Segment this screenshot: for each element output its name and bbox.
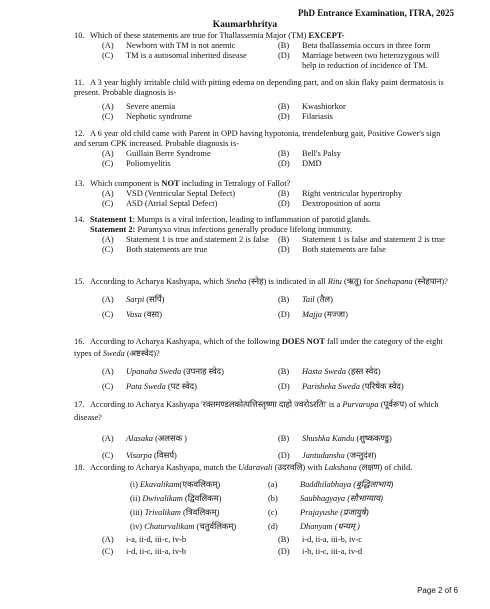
q13-option-a: (A) VSD (Ventricular Septal Defect)	[102, 189, 236, 198]
q11-option-a: (A) Severe anemia	[102, 102, 176, 111]
q16-options	[102, 364, 454, 394]
q18-option-c: (C) i-d, ii-c, iii-a, iv-b	[102, 547, 187, 556]
subject-title: Kaumarbhritya	[212, 20, 278, 30]
q14-option-a: (A) Statement 1 is true and statement 2 is false	[102, 235, 269, 244]
question-15: 15. According to Acharya Kashyapa, which Sneha (स्नेह) is indicated in all Ritu (ऋतु) for Snehapana (स्नेहपान)? (A) Sarpi (सर्पि) (B) Tail (तैल) (C) Vasa (वसा) (D) Majja (मज्जा)	[74, 276, 454, 322]
q10-options	[102, 41, 454, 71]
q17-option-d: (D) Jantudansha (जन्तुदंश)	[278, 451, 377, 460]
q11-option-c: (C) Nephotic syndrome	[102, 112, 192, 121]
exam-header: PhD Entrance Examination, ITRA, 2025	[297, 8, 454, 18]
q13-option-c: (C) ASD (Atrial Septal Defect)	[102, 199, 218, 208]
q10-option-d: (D) Marriage between two heterozygous will help in reduction of incidence of TM.	[278, 51, 440, 70]
question-13: 13. Which component is NOT including in Tetralogy of Fallot? (A) VSD (Ventricular Septal Defect) (B) Right ventricular hypertrophy (C) ASD (Atrial Septal Defect) (D) Dextroposition of aorta	[74, 179, 454, 209]
q18-match-table	[130, 478, 454, 534]
q13-option-d: (D) Dextroposition of aorta	[278, 199, 381, 208]
q10-option-b: (B) Beta thallassemia occurs in three form	[278, 41, 431, 50]
q17-option-b: (B) Shushka Kandu (शुष्ककण्डु)	[278, 434, 392, 443]
q12-option-a: (A) Guillain Berre Syndrome	[102, 149, 211, 158]
q11-option-d: (D) Filariasis	[278, 112, 333, 121]
q12-option-b: (B) Bell's Palsy	[278, 149, 341, 158]
q15-option-a: (A) Sarpi (सर्पि)	[102, 295, 165, 304]
question-17: 17. According to Acharya Kashyapa 'रक्तमण्डलकोत्पत्तिस्तृष्णा दाहो ज्वरोऽरतिः' is a Purvarupa (पूर्वरूप) of which disease? (A) Alasaka (अलसक ) (B) Shushka Kandu (शुष्ककण्डु) (C) Visarpa (विसर्प) (D) Jantudansha (जन्तुदंश)	[74, 398, 454, 464]
question-10: 10. Which of these statements are true for Thallassemia Major (TM) EXCEPT- (A) Newborn with TM is not anemic (B) Beta thallassemia occurs in three form (C) TM is a autosomal inherited disease (D) Marriage between two heterozygous will help in reduction of incidence of TM.	[74, 31, 454, 71]
q16-option-a: (A) Upanaha Sweda (उपनाह स्वेद)	[102, 367, 224, 376]
q15-options	[102, 292, 454, 322]
q17-option-c: (C) Visarpa (विसर्प)	[102, 451, 177, 460]
question-11: 11. A 3 year highly irritable child with pitting edema on depending part, and on skin flaky paint dermatosis is present. Probable diagnosis is- (A) Severe anemia (B) Kwashiorkor (C) Nephotic syndrome (D) Filariasis	[74, 78, 454, 122]
q10-option-c: (C) TM is a autosomal inherited disease	[102, 51, 247, 60]
match-row: (ii) Dwivalikam (द्विवलिकम) (b) Saubhagyaya (सौभाग्याय)	[130, 494, 383, 503]
q10-option-a: (A) Newborn with TM is not anemic	[102, 41, 236, 50]
q18-option-d: (D) i-b, ii-c, iii-a, iv-d	[278, 547, 363, 556]
page-number: Page 2 of 6	[417, 586, 458, 595]
q16-option-c: (C) Pata Sweda (पट स्वेद)	[102, 382, 197, 391]
q18-option-a: (A) i-a, ii-d, iii-c, iv-b	[102, 535, 187, 544]
match-row: (i) Ekavalikam(एकवलिकम्) (a) Buddhilabhaya (बुद्धिलाभाय)	[130, 480, 394, 489]
match-row: (iii) Trivalikam (त्रिवलिकम्) (c) Prajayushe (प्रजायुषे)	[130, 508, 369, 517]
question-14: 14. Statement 1: Mumps is a viral infection, leading to inflammation of parotid glands. Statement 2: Paramyxo virus infections generally produce lifelong immunity. (A) Statement 1 is true and statement 2 is false (B) Statement 1 is false and statement 2 is true (C) Both statements are true (D) Both statements are false	[74, 215, 454, 255]
q11-options	[102, 102, 454, 122]
q15-option-b: (B) Tail (तैल)	[278, 295, 333, 304]
q13-options	[102, 189, 454, 209]
question-16: 16. According to Acharya Kashyapa, which of the following DOES NOT fall under the category of the eight types of Sweda (अष्टस्वेद)? (A) Upanaha Sweda (उपनाह स्वेद) (B) Hasta Sweda (हस्त स्वेद) (C) Pata Sweda (पट स्वेद) (D) Parisheka Sweda (परिषेक स्वेद)	[74, 336, 454, 394]
q18-option-b: (B) i-d, ii-a, iii-b, iv-c	[278, 535, 363, 544]
question-18: 18. According to Acharya Kashyapa, match the Udaravali (उदरवलि) with Lakshana (लक्षण) of child. (i) Ekavalikam(एकवलिकम्) (a) Buddhilabhaya (बुद्धिलाभाय) (ii) Dwivalikam (द्विवलिकम) (b) Saubhagyaya (सौभाग्याय) (iii) Trivalikam (त्रिवलिकम्) (c) Prajayushe (प्रजायुषे) (iv) Chaturvalikam (चतुर्वलिकम्) (d) Dhanyam (धन्यम् ) (A) i-a, ii-d, iii-c, iv-b (B) i-d, ii-a, iii-b, iv-c (C) i-d, ii-c, iii-a, iv-b (D) i-b, ii-c, iii-a, iv-d	[74, 462, 454, 558]
q13-option-b: (B) Right ventricular hypertrophy	[278, 189, 403, 198]
q12-option-c: (C) Poliomyelitis	[102, 159, 171, 168]
q16-option-d: (D) Parisheka Sweda (परिषेक स्वेद)	[278, 382, 404, 391]
q14-option-c: (C) Both statements are true	[102, 245, 208, 254]
q17-options	[102, 430, 454, 464]
q11-option-b: (B) Kwashiorkor	[278, 102, 346, 111]
match-row: (iv) Chaturvalikam (चतुर्वलिकम्) (d) Dhanyam (धन्यम् )	[130, 522, 360, 531]
q15-option-d: (D) Majja (मज्जा)	[278, 310, 348, 319]
q17-option-a: (A) Alasaka (अलसक )	[102, 434, 187, 443]
q18-options	[102, 534, 454, 558]
question-12: 12. A 6 year old child came with Parent in OPD having hypotonia, trendelenburg gait, Positive Gower's sign and serum CPK increased. Probable diagnosis is- (A) Guillain Berre Syndrome (B) Bell's Palsy (C) Poliomyelitis (D) DMD	[74, 129, 454, 169]
q16-option-b: (B) Hasta Sweda (हस्त स्वेद)	[278, 367, 381, 376]
q14-options	[102, 235, 454, 255]
q12-option-d: (D) DMD	[278, 159, 322, 168]
q14-option-b: (B) Statement 1 is false and statement 2 is true	[278, 235, 445, 244]
q12-options	[102, 149, 454, 169]
q14-option-d: (D) Both statements are false	[278, 245, 386, 254]
q15-option-c: (C) Vasa (वसा)	[102, 310, 162, 319]
